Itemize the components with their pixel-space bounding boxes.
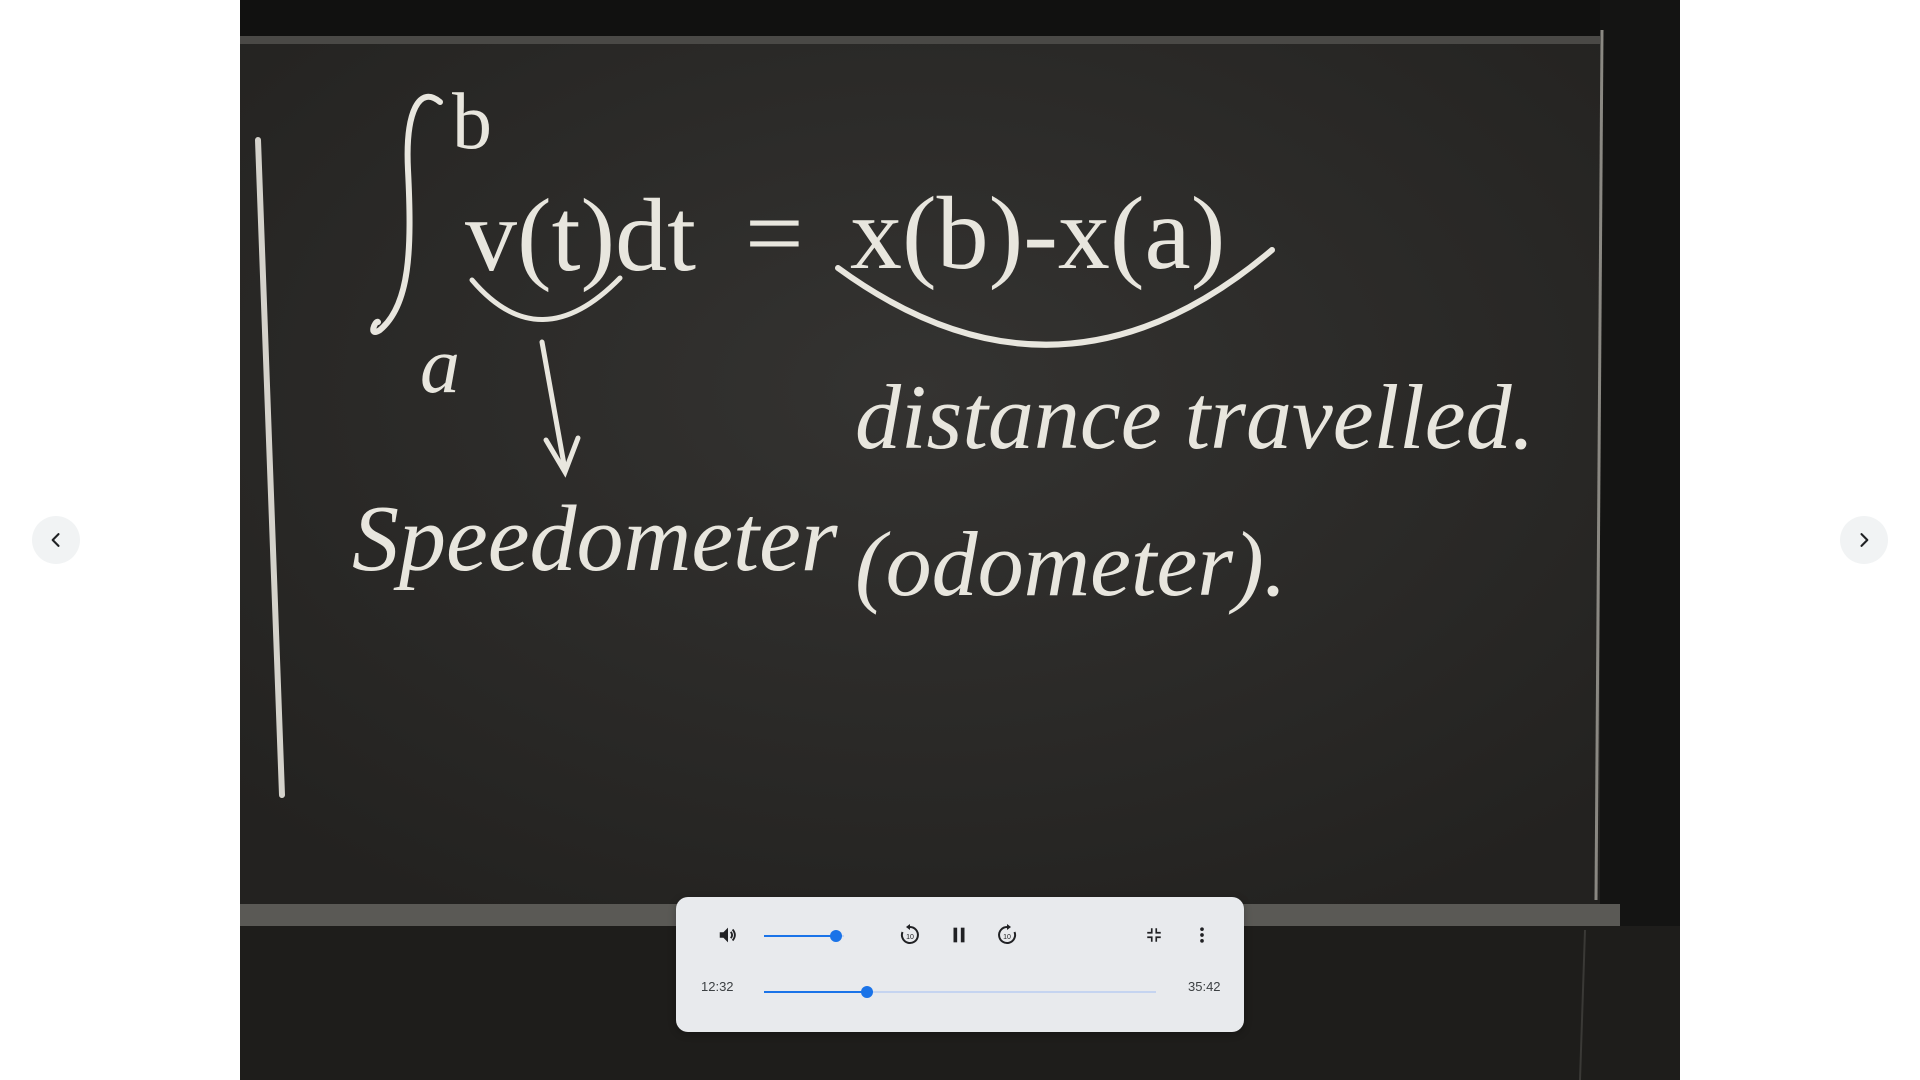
next-button[interactable] (1840, 516, 1888, 564)
rewind-10-button[interactable] (892, 917, 928, 953)
volume-slider-thumb[interactable] (830, 930, 842, 942)
board-top-edge (240, 36, 1680, 44)
current-time: 12:32 (701, 979, 734, 994)
svg-text:10: 10 (1003, 934, 1011, 941)
integrand: v(t)dt (465, 178, 697, 293)
rewind-10-icon (898, 923, 922, 947)
seek-bar[interactable] (764, 991, 1156, 993)
media-controls (676, 897, 1244, 1032)
more-vert-icon (1192, 925, 1212, 945)
upper-limit: b (452, 78, 492, 166)
seek-bar-thumb[interactable] (861, 986, 873, 998)
more-options-button[interactable] (1184, 917, 1220, 953)
forward-10-icon (995, 923, 1019, 947)
odometer-label: (odometer). (855, 513, 1287, 615)
distance-label: distance travelled. (855, 366, 1535, 468)
chevron-left-icon (46, 530, 66, 550)
board-surface (240, 44, 1600, 904)
equals-sign: = (745, 176, 804, 291)
chevron-right-icon (1854, 530, 1874, 550)
previous-button[interactable] (32, 516, 80, 564)
seek-bar-fill (764, 991, 867, 993)
board-top-frame (240, 0, 1680, 40)
volume-slider-fill (764, 935, 836, 937)
volume-slider[interactable] (764, 935, 844, 937)
exit-fullscreen-icon (1145, 926, 1163, 944)
exit-fullscreen-button[interactable] (1136, 917, 1172, 953)
lower-limit: a (420, 322, 460, 410)
volume-icon (717, 924, 739, 946)
svg-text:10: 10 (906, 934, 914, 941)
pause-button[interactable] (941, 917, 977, 953)
volume-button[interactable] (710, 917, 746, 953)
duration: 35:42 (1188, 979, 1221, 994)
forward-10-button[interactable] (989, 917, 1025, 953)
pause-icon (948, 924, 970, 946)
speedometer-label: Speedometer (352, 487, 838, 591)
rhs-expression: x(b)-x(a) (850, 176, 1226, 291)
